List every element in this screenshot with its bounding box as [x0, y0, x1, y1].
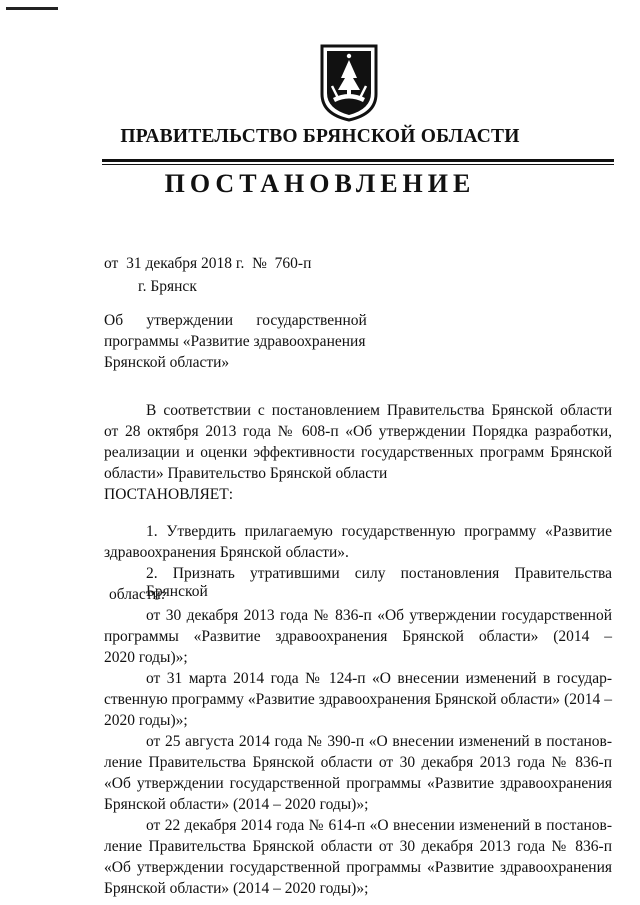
header-divider-thin: [102, 164, 614, 165]
item-1-line-1: 1. Утвердить прилагаемую государственную программу «Развитие: [146, 523, 612, 540]
repeal-c-line-2: ление Правительства Брянской области от 30 декабря 2013 года № 836-п: [104, 754, 612, 771]
item-2-line-2: области:: [109, 586, 166, 603]
header-divider-thick: [102, 159, 614, 162]
coat-of-arms-emblem: [320, 44, 378, 122]
item-1-line-2: здравоохранения Брянской области».: [104, 544, 349, 561]
repeal-b-line-2: ственную программу «Развитие здравоохранения Брянской области» (2014 –: [104, 691, 612, 708]
subject-line-3: Брянской области»: [104, 354, 230, 371]
preamble-line-2: от 28 октября 2013 года № 608-п «Об утверждении Порядка разработки,: [104, 423, 612, 440]
repeal-a-line-1: от 30 декабря 2013 года № 836-п «Об утверждении государственной: [146, 607, 612, 624]
resolves-heading: ПОСТАНОВЛЯЕТ:: [104, 486, 234, 503]
item-2-line-1: 2. Признать утратившими силу постановления Правительства Брянской: [146, 565, 612, 600]
corner-scan-mark: [6, 7, 58, 10]
repeal-c-line-3: «Об утверждении государственной программы «Развитие здравоохранения: [104, 775, 612, 792]
repeal-b-line-3: 2020 годы)»;: [104, 712, 188, 729]
repeal-c-line-1: от 25 августа 2014 года № 390-п «О внесении изменений в постанов-: [146, 733, 612, 750]
repeal-a-line-3: 2020 годы)»;: [104, 649, 188, 666]
repeal-d-line-2: ление Правительства Брянской области от 30 декабря 2013 года № 836-п: [104, 838, 612, 855]
subject-line-1: Об утверждении государственной: [104, 312, 367, 329]
preamble-line-4: области» Правительство Брянской области: [104, 465, 388, 482]
city-line: г. Брянск: [138, 278, 197, 295]
subject-line-2: программы «Развитие здравоохранения: [104, 333, 366, 350]
repeal-d-line-1: от 22 декабря 2014 года № 614-п «О внесении изменений в постанов-: [146, 817, 612, 834]
preamble-line-1: В соответствии с постановлением Правительства Брянской области: [146, 402, 612, 419]
repeal-b-line-1: от 31 марта 2014 года № 124-п «О внесении изменений в государ-: [146, 670, 612, 687]
government-title: ПРАВИТЕЛЬСТВО БРЯНСКОЙ ОБЛАСТИ: [120, 126, 520, 147]
repeal-c-line-4: Брянской области» (2014 – 2020 годы)»;: [104, 796, 369, 813]
coat-of-arms-icon: [320, 44, 378, 122]
repeal-a-line-2: программы «Развитие здравоохранения Брянской области» (2014 –: [104, 628, 612, 645]
preamble-line-3: реализации и оценки эффективности государственных программ Брянской: [104, 444, 612, 461]
document-type-title: ПОСТАНОВЛЕНИЕ: [164, 169, 476, 198]
repeal-d-line-4: Брянской области» (2014 – 2020 годы)»;: [104, 880, 369, 897]
repeal-d-line-3: «Об утверждении государственной программы «Развитие здравоохранения: [104, 859, 612, 876]
date-number-line: от 31 декабря 2018 г. № 760-п: [104, 255, 312, 272]
